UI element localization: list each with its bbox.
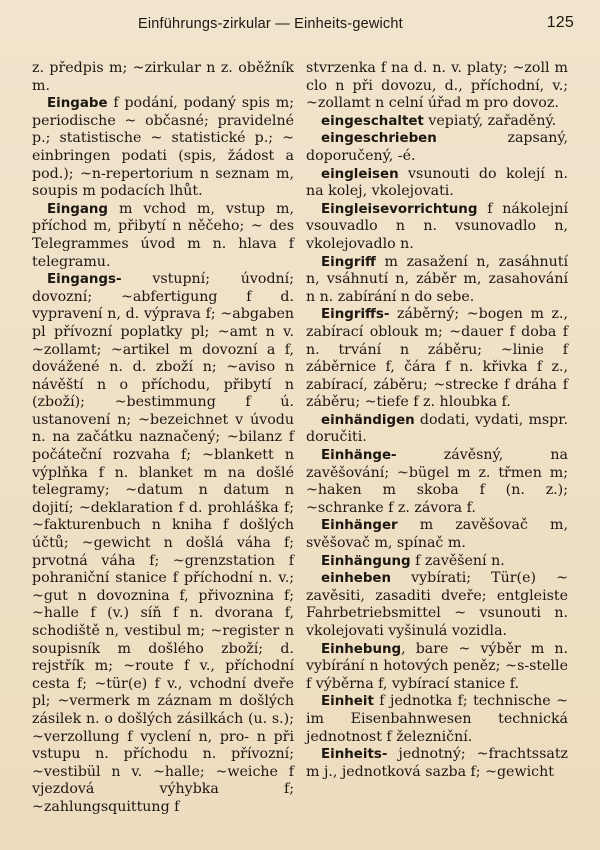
entry-definition: stvrzenka f na d. n. v. platy; ~zoll m clo n při dovozu, d., příchodní, v.; ~zollamt n celní úřad m pro dovoz. bbox=[306, 60, 568, 112]
dictionary-entry bbox=[306, 553, 568, 571]
entry-headword: Eingleisevorrichtung bbox=[321, 201, 478, 217]
entry-headword: Einhänger bbox=[321, 518, 398, 534]
entry-headword: Eingangs- bbox=[47, 272, 122, 288]
running-header bbox=[138, 14, 574, 38]
entry-headword: Eingriffs- bbox=[321, 307, 390, 323]
dictionary-entry bbox=[306, 746, 568, 781]
dictionary-entry bbox=[306, 693, 568, 746]
entry-headword: einhändigen bbox=[321, 412, 415, 428]
entry-definition: vybírati; Tür(e) ~ zavěsiti, zasaditi dveře; entgleiste Fahrbetriebsmittel ~ vsunouti n. vkolejovati vyšinulá vozidla. bbox=[306, 570, 568, 639]
entry-continuation bbox=[32, 60, 294, 95]
dictionary-entry bbox=[306, 254, 568, 307]
dictionary-entry bbox=[32, 271, 294, 816]
entry-definition: vstupní; úvodní; dovozní; ~abfertigung f d. vypravení n, d. výprava f; ~abgaben pl přívozní poplatky pl; ~amt n v. ~zollamt; ~artikel m dovozní a f, dovážené n. d. zboží n; ~aviso n návěští n o příchodu, přibytí n (zboží); ~bestimmung f ú. ustanovení n; ~bezeichnet v úvodu n. na začátku naznačený; ~bilanz f počáteční rozvaha f; ~blankett n výplňka f n. blanket m na došlé telegramy; ~datum n datum n dojití; ~deklaration f d. prohláška f; ~fakturenbuch n kniha f došlých účtů; ~gewicht n došlá váha f; prvotná váha f; ~grenzstation f pohraniční stanice f příchodní n. v.; ~gut n dovoznina f, přivoznina f; ~halle f (v.) síň f n. dvorana f, schodiště n, vestibul m; ~register n soupisník m došlého zboží; d. rejstřík m; ~route f v., příchodní cesta f; ~tür(e) f v., vchodní dveře pl; ~vermerk m záznam m došlých zásilek n. o došlých zásilkách (u. s.); ~verzollung f vyclení n, pro- n při vstupu n. příchodu n. přívozní; ~vestibül n v. ~halle; ~weiche f vjezdová výhybka f; ~zahlungsquittung f bbox=[32, 271, 294, 815]
entry-definition: vsunouti do kolejí n. na kolej, vkolejovati. bbox=[306, 165, 568, 200]
page-number: 125 bbox=[546, 14, 574, 31]
entry-headword: Einheit bbox=[321, 694, 374, 710]
entry-headword: eingeschrieben bbox=[321, 131, 437, 147]
entry-definition: m zavěšovač m, svěšovač m, spínač m. bbox=[306, 517, 568, 552]
entry-definition: f jednotka f; technische ~ im Eisenbahnwesen technická jednotnost f železniční. bbox=[306, 693, 568, 745]
dictionary-entry bbox=[306, 570, 568, 640]
dictionary-entry bbox=[306, 130, 568, 165]
entry-definition: záběrný; ~bogen m z., zabírací oblouk m; ~dauer f doba f n. trvání n záběru; ~linie f záběrnice f, čára f n. křivka f z., zabírací, záběru; ~strecke f dráha f záběru; ~tiefe f z. hloubka f. bbox=[306, 306, 568, 411]
dictionary-entry bbox=[306, 201, 568, 254]
entry-definition: závěsný, na zavěšování; ~bügel m z. třmen m; ~haken m skoba f (n. z.); ~schranke f z. závora f. bbox=[306, 447, 568, 516]
entry-headword: Einhebung bbox=[321, 641, 402, 657]
entry-headword: Einhänge- bbox=[321, 448, 397, 464]
entry-headword: Einhängung bbox=[321, 553, 411, 569]
entry-definition: f zavěšení n. bbox=[410, 552, 505, 569]
entry-headword: einheben bbox=[321, 571, 392, 587]
entry-headword: Eingang bbox=[47, 201, 109, 217]
header-title: Einführungs-zirkular — Einheits-gewicht bbox=[138, 16, 403, 32]
entry-definition: dodati, vydati, mspr. doručiti. bbox=[306, 411, 568, 446]
entry-definition: vepiatý, zařaděný. bbox=[423, 112, 557, 129]
entry-headword: eingeschaltet bbox=[321, 113, 424, 129]
entry-definition: z. předpis m; ~zirkular n z. oběžník m. bbox=[32, 60, 294, 94]
dictionary-entry bbox=[32, 95, 294, 201]
entry-headword: eingleisen bbox=[321, 166, 399, 182]
entry-definition: m vchod m, vstup m, příchod m, přibytí n něčeho; ~ des Telegrammes úvod m n. hlava f telegramu. bbox=[32, 200, 294, 270]
entry-definition: zapsaný, doporučený, -é. bbox=[306, 130, 568, 164]
dictionary-entry bbox=[32, 201, 294, 271]
right-column bbox=[306, 60, 568, 781]
entry-definition: f podání, podaný spis m; periodische ~ občasné; pravidelné p.; statistische ~ statistické p.; ~ einbringen podati (spis, žádost a pod.); ~n-repertorium n seznam m, soupis m podacích lhůt. bbox=[32, 95, 294, 200]
left-column bbox=[32, 60, 294, 817]
entry-continuation bbox=[306, 60, 568, 113]
dictionary-entry bbox=[306, 641, 568, 694]
entry-definition: m zasažení n, zasáhnutí n, vsáhnutí n, záběr m, zasahování n n. zabírání n do sebe. bbox=[306, 253, 568, 305]
dictionary-entry bbox=[306, 517, 568, 552]
entry-headword: Eingabe bbox=[47, 96, 108, 112]
dictionary-entry bbox=[306, 412, 568, 447]
dictionary-entry bbox=[306, 113, 568, 131]
entry-headword: Eingriff bbox=[321, 254, 376, 270]
entry-definition: f nákolejní vsouvadlo n n. vsunovadlo n, vkolejovadlo n. bbox=[306, 200, 568, 252]
entry-headword: Einheits- bbox=[321, 747, 388, 763]
dictionary-entry bbox=[306, 447, 568, 517]
dictionary-entry bbox=[306, 166, 568, 201]
entry-definition: jednotný; ~frachtssatz m j., jednotková sazba f; ~gewicht bbox=[306, 746, 568, 780]
entry-definition: , bare ~ výběr m n. vybírání n hotových peněz; ~s-stelle f výběrna f, vybírací stanice f. bbox=[306, 640, 568, 692]
dictionary-entry bbox=[306, 306, 568, 412]
